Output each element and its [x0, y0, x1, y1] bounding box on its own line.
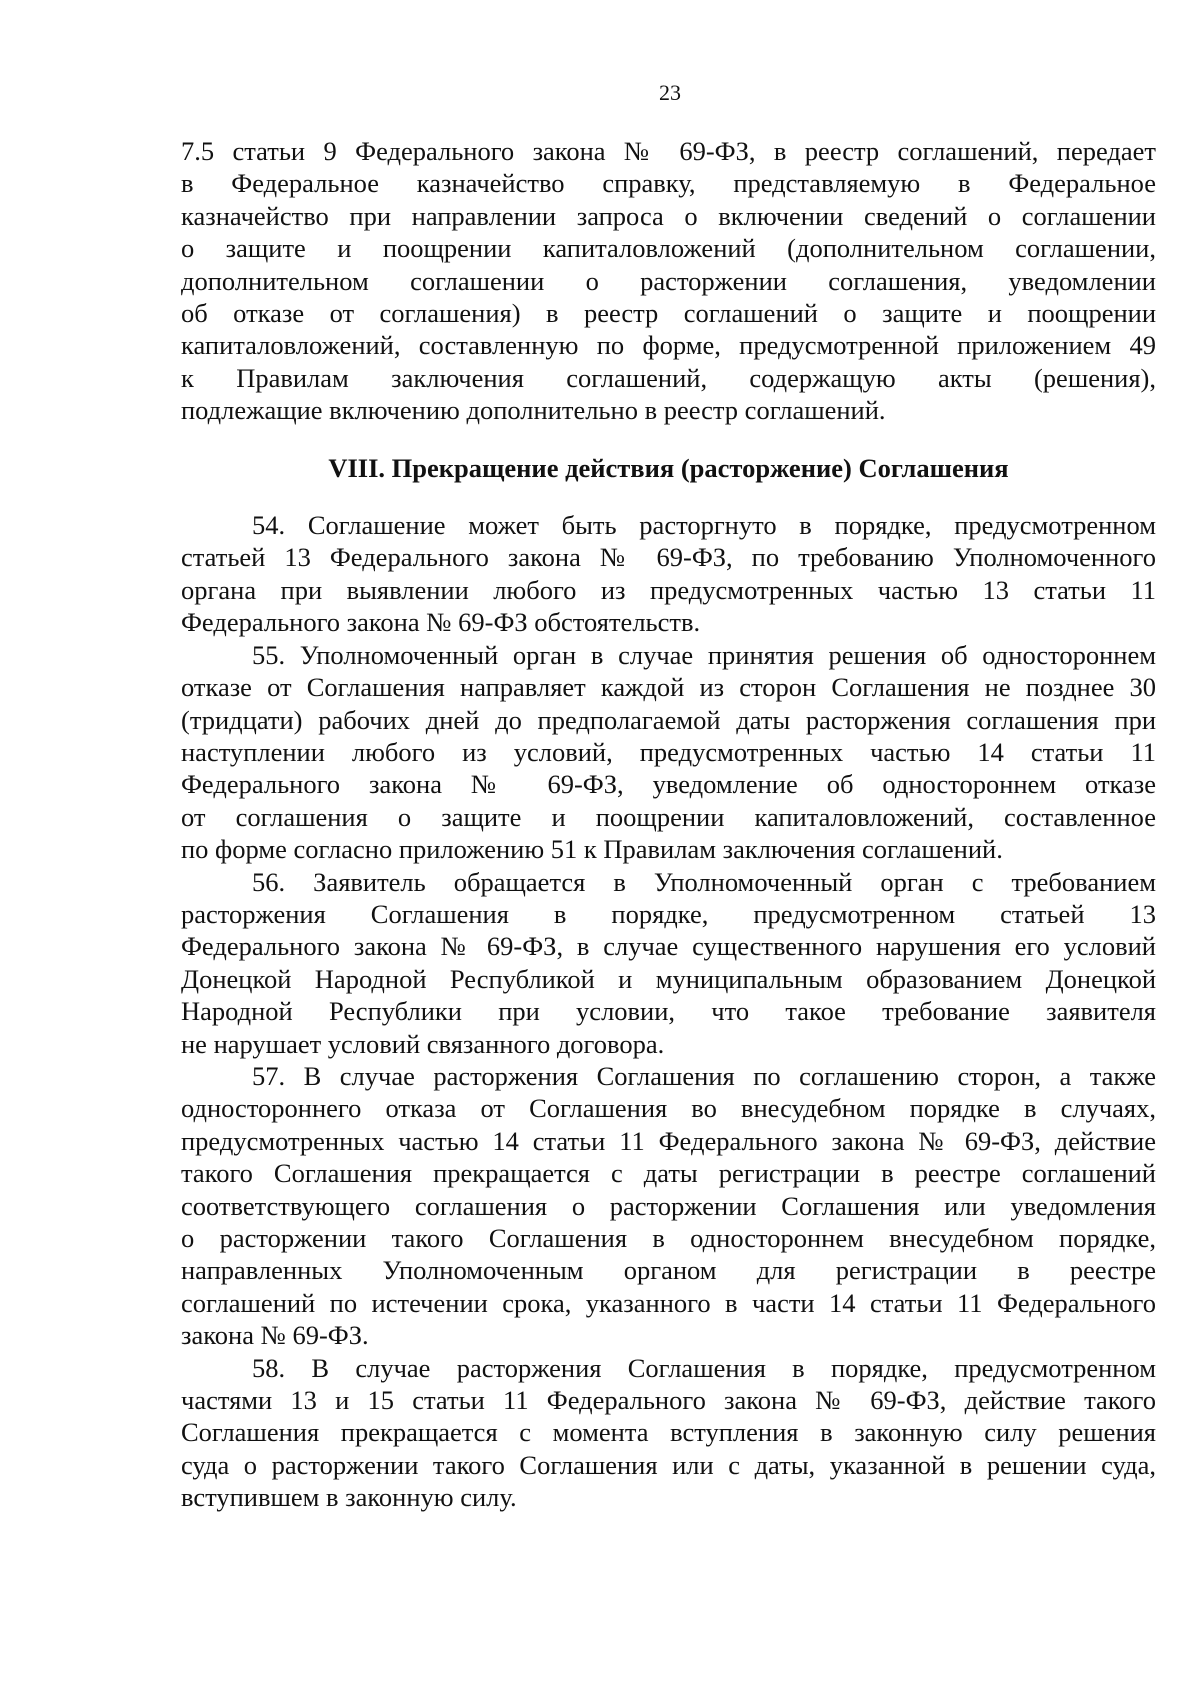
document-body [181, 135, 1156, 1514]
text-line: Донецкой Народной Республикой и муниципальным образованием Донецкой [181, 963, 1156, 994]
text-line: суда о расторжении такого Соглашения или с даты, указанной в решении суда, [181, 1449, 1156, 1480]
text-line: соглашений по истечении срока, указанного в части 14 статьи 11 Федерального [181, 1287, 1156, 1318]
text-line: не нарушает условий связанного договора. [181, 1028, 665, 1059]
text-line: 55. Уполномоченный орган в случае принятия решения об одностороннем [252, 639, 1156, 670]
text-line: такого Соглашения прекращается с даты регистрации в реестре соглашений [181, 1158, 1156, 1189]
paragraph-56 [181, 866, 1156, 1060]
text-line: 56. Заявитель обращается в Уполномоченный орган с требованием [252, 866, 1156, 897]
text-line: отказе от Соглашения направляет каждой из сторон Соглашения не позднее 30 [181, 672, 1156, 703]
text-line: наступлении любого из условий, предусмотренных частью 14 статьи 11 [181, 736, 1156, 767]
paragraph-55 [181, 639, 1156, 866]
text-line: статьей 13 Федерального закона № 69-ФЗ, по требованию Уполномоченного [181, 542, 1156, 573]
text-line: Федерального закона № 69-ФЗ обстоятельств. [181, 607, 701, 638]
text-line: подлежащие включению дополнительно в реестр соглашений. [181, 395, 886, 426]
text-line: капиталовложений, составленную по форме, предусмотренной приложением 49 [181, 330, 1156, 361]
text-line: расторжения Соглашения в порядке, предусмотренном статьей 13 [181, 898, 1156, 929]
paragraph-58 [181, 1352, 1156, 1514]
text-line: 54. Соглашение может быть расторгнуто в порядке, предусмотренном [252, 510, 1156, 541]
text-line: об отказе от соглашения) в реестр соглашений о защите и поощрении [181, 298, 1156, 329]
text-line: направленных Уполномоченным органом для регистрации в реестре [181, 1255, 1156, 1286]
text-line: (тридцати) рабочих дней до предполагаемой даты расторжения соглашения при [181, 704, 1156, 735]
text-line: о расторжении такого Соглашения в одностороннем внесудебном порядке, [181, 1223, 1156, 1253]
text-line: предусмотренных частью 14 статьи 11 Федерального закона № 69-ФЗ, действие [181, 1125, 1156, 1156]
text-line: о защите и поощрении капиталовложений (дополнительном соглашении, [181, 233, 1156, 264]
text-line: к Правилам заключения соглашений, содержащую акты (решения), [181, 362, 1156, 393]
page-number: 23 [659, 80, 681, 105]
text-line: вступившем в законную силу. [181, 1482, 517, 1513]
section-heading: VIII. Прекращение действия (расторжение) Соглашения [328, 452, 1009, 483]
text-line: одностороннего отказа от Соглашения во внесудебном порядке в случаях, [181, 1093, 1156, 1124]
text-line: 57. В случае расторжения Соглашения по соглашению сторон, а также [252, 1060, 1156, 1091]
text-line: по форме согласно приложению 51 к Правилам заключения соглашений. [181, 834, 1003, 865]
text-line: 7.5 статьи 9 Федерального закона № 69-ФЗ, в реестр соглашений, передает [181, 136, 1156, 166]
text-line: Федерального закона № 69-ФЗ, уведомление об одностороннем отказе [181, 769, 1156, 800]
text-line: в Федеральное казначейство справку, представляемую в Федеральное [181, 168, 1156, 199]
text-line: дополнительном соглашении о расторжении соглашения, уведомлении [181, 265, 1156, 296]
text-line: 58. В случае расторжения Соглашения в порядке, предусмотренном [252, 1352, 1156, 1383]
paragraph-54 [181, 509, 1156, 639]
text-line: Соглашения прекращается с момента вступления в законную силу решения [181, 1417, 1156, 1448]
text-line: частями 13 и 15 статьи 11 Федерального закона № 69-ФЗ, действие такого [181, 1385, 1156, 1416]
intro-paragraph [181, 135, 1156, 427]
text-line: закона № 69-ФЗ. [181, 1320, 369, 1351]
text-line: органа при выявлении любого из предусмотренных частью 13 статьи 11 [181, 574, 1156, 605]
text-line: Федерального закона № 69-ФЗ, в случае существенного нарушения его условий [181, 931, 1156, 962]
text-line: от соглашения о защите и поощрении капиталовложений, составленное [181, 801, 1156, 832]
text-line: Народной Республики при условии, что такое требование заявителя [181, 996, 1156, 1027]
paragraph-57 [181, 1060, 1156, 1352]
text-line: казначейство при направлении запроса о включении сведений о соглашении [181, 200, 1156, 231]
text-line: соответствующего соглашения о расторжении Соглашения или уведомления [181, 1190, 1156, 1221]
